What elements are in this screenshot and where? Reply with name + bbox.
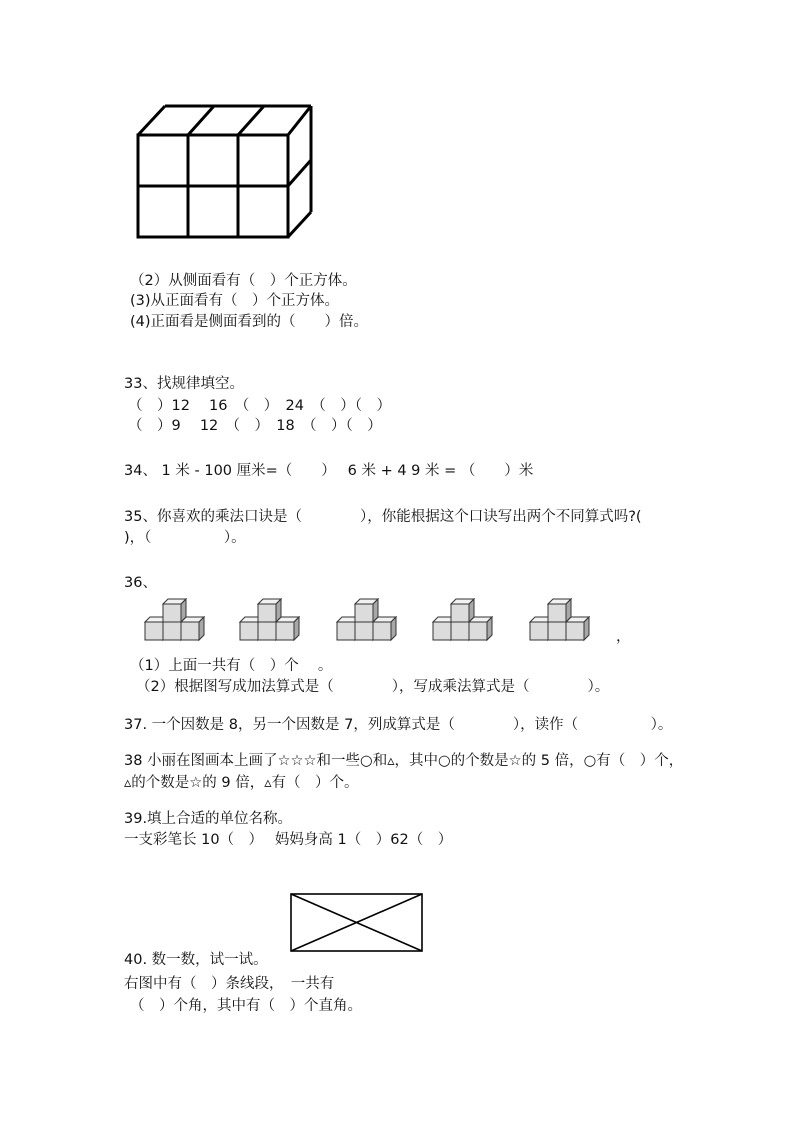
cube-group-2 xyxy=(240,599,299,640)
q36-line2: （2）根据图写成加法算式是（ ），写成乘法算式是（ ）。 xyxy=(136,679,610,695)
q38-line1: 38 小丽在图画本上画了☆☆☆和一些○和▵，其中○的个数是☆的 5 倍，○有（ ）个， xyxy=(124,753,684,769)
q35-line2: )，（ ）。 xyxy=(124,530,246,546)
q36-title: 36、 xyxy=(124,575,157,591)
q39-title: 39.填上合适的单位名称。 xyxy=(124,811,293,827)
cube-block-figure xyxy=(130,100,310,240)
q36-comma: ， xyxy=(616,629,631,645)
q36-line1: （1）上面一共有（ ）个 。 xyxy=(130,658,333,674)
q34-text: 34、 1 米 - 100 厘米=（ ） 6 米 + 4 9 米 = （ ）米 xyxy=(124,463,534,479)
q40-line1: 右图中有（ ）条线段， 一共有 xyxy=(124,976,335,992)
q40-title: 40. 数一数，试一试。 xyxy=(124,952,268,968)
cube-arrangements-figure xyxy=(140,590,610,650)
q32-line4: (4)正面看是侧面看到的（ ）倍。 xyxy=(130,314,369,330)
q39-line1: 一支彩笔长 10（ ） 妈妈身高 1（ ）62（ ） xyxy=(124,832,453,848)
q32-line3: (3)从正面看有（ ）个正方体。 xyxy=(130,293,340,309)
q33-title: 33、找规律填空。 xyxy=(124,376,244,392)
q33-row2: （ ）9 12 （ ） 18 （ ）（ ） xyxy=(128,418,382,434)
q40-line2: （ ）个角，其中有（ ）个直角。 xyxy=(130,998,362,1014)
q32-line2: （2）从侧面看有（ ）个正方体。 xyxy=(130,273,357,289)
rectangle-diagonals-figure xyxy=(288,890,428,954)
cube-group-5 xyxy=(530,599,589,640)
cube-group-1 xyxy=(145,599,204,640)
q35-line1: 35、你喜欢的乘法口诀是（ ），你能根据这个口诀写出两个不同算式吗?( xyxy=(124,509,642,525)
cube-group-4 xyxy=(433,599,492,640)
q37-text: 37. 一个因数是 8，另一个因数是 7，列成算式是（ ），读作（ ）。 xyxy=(124,717,673,733)
q33-row1: （ ）12 16 （ ） 24 （ ）（ ） xyxy=(128,398,391,414)
q38-line2: ▵的个数是☆的 9 倍，▵有（ ）个。 xyxy=(124,775,359,791)
cube-group-3 xyxy=(337,599,396,640)
